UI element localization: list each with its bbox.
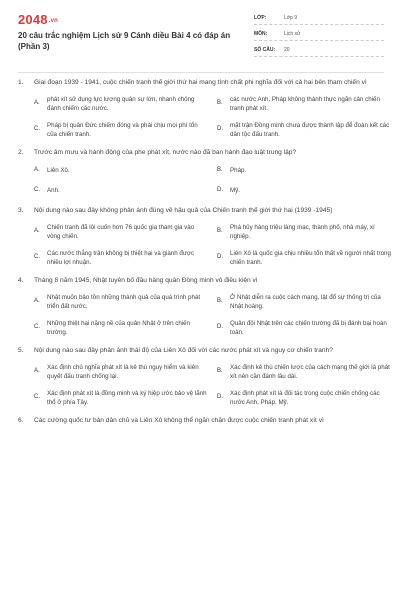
option-letter: A. bbox=[34, 100, 40, 107]
answer-options bbox=[34, 292, 387, 338]
option-letter: C. bbox=[34, 187, 40, 194]
option-text: phát xít sử dụng lực lượng quân sự lớn, nhanh chóng đánh chiếm các nước. bbox=[47, 95, 195, 112]
answer-option[interactable] bbox=[217, 222, 392, 242]
answer-option[interactable] bbox=[217, 184, 392, 198]
answer-option[interactable] bbox=[34, 164, 209, 178]
answer-option[interactable] bbox=[217, 292, 392, 312]
option-letter: D. bbox=[217, 254, 223, 261]
option-letter: D. bbox=[217, 324, 223, 331]
answer-option[interactable] bbox=[34, 94, 209, 114]
option-text: các nước Anh, Pháp không thành thực ngăn cản chiến tranh phát xít. bbox=[230, 95, 380, 112]
question-text: Nội dung nào sau đây phản ánh thái độ của Liên Xô đối với các nước phát xít và nguy cơ chiến tranh? bbox=[34, 347, 333, 354]
question-list bbox=[18, 78, 391, 434]
question-number: 1. bbox=[18, 79, 24, 86]
question-text: Nội dung nào sau đây không phản ánh đúng về hậu quả của Chiến tranh thế giới thứ hai (1939 -1945) bbox=[34, 207, 333, 214]
option-text: Phá hủy hàng triệu làng mạc, thành phố, nhà máy, xí nghiệp. bbox=[230, 223, 375, 240]
question-item bbox=[18, 206, 391, 268]
meta-value: 20 bbox=[284, 47, 290, 53]
answer-option[interactable] bbox=[217, 120, 392, 140]
answer-option[interactable] bbox=[34, 222, 209, 242]
question-text: Tháng 8 năm 1945, Nhật tuyên bố đầu hàng quân Đồng minh vô điều kiện vì bbox=[34, 277, 258, 284]
option-text: Anh. bbox=[47, 187, 60, 195]
answer-option[interactable] bbox=[217, 362, 392, 382]
meta-row-subject bbox=[254, 28, 384, 41]
option-text: Nhật muốn bảo tồn những thành quả của quá trình phát triển đất nước. bbox=[47, 293, 201, 310]
option-text: Ở Nhật diễn ra cuộc cách mạng, lật đổ sự thống trị của Nhật hoàng. bbox=[230, 293, 381, 310]
question-stem bbox=[18, 276, 384, 286]
question-item bbox=[18, 78, 390, 140]
option-letter: B. bbox=[217, 298, 223, 305]
option-text: Pháp. bbox=[230, 167, 247, 175]
question-text: Các cường quốc tư bản dân chủ và Liên Xô không thể ngăn chặn được cuộc chiến tranh phát xít vì bbox=[34, 417, 324, 424]
option-letter: A. bbox=[34, 167, 40, 174]
option-letter: A. bbox=[34, 298, 40, 305]
question-item bbox=[18, 416, 384, 426]
option-letter: C. bbox=[34, 394, 40, 401]
meta-row-class bbox=[254, 12, 384, 25]
logo-main: 2048 bbox=[18, 12, 48, 27]
meta-label: SỐ CÂU: bbox=[254, 47, 276, 53]
option-letter: C. bbox=[34, 254, 40, 261]
option-text: Chiến tranh đã lôi cuốn hơn 76 quốc gia tham gia vào vòng chiến. bbox=[47, 223, 195, 240]
option-text: Pháp bị quân Đức chiếm đóng và phải chịu mọi phí tổn của chiến tranh. bbox=[47, 121, 198, 138]
question-item bbox=[18, 148, 384, 198]
question-number: 3. bbox=[18, 207, 24, 214]
meta-value: Lịch sử bbox=[284, 31, 301, 37]
question-item bbox=[18, 276, 387, 338]
answer-option[interactable] bbox=[34, 248, 209, 268]
question-number: 5. bbox=[18, 347, 24, 354]
option-text: mặt trận Đồng minh chưa được thành lập để đoàn kết các dân tộc đấu tranh. bbox=[230, 121, 390, 138]
option-letter: D. bbox=[217, 126, 223, 133]
answer-option[interactable] bbox=[34, 184, 209, 198]
answer-options bbox=[34, 362, 390, 408]
option-text: Liên Xô là quốc gia chịu nhiều tổn thất về người nhất trong chiến tranh. bbox=[230, 249, 391, 266]
answer-options bbox=[34, 164, 384, 198]
question-item bbox=[18, 346, 390, 408]
option-text: Xác định phát xít là đối tác trong cuộc chiến chống các nước Anh, Pháp, Mỹ. bbox=[230, 389, 380, 406]
meta-row-count bbox=[254, 44, 384, 57]
answer-option[interactable] bbox=[217, 388, 392, 408]
question-text: Trước âm mưu và hành động của phe phát xít, nước nào đã ban hành đạo luật trung lập? bbox=[34, 149, 297, 156]
option-letter: D. bbox=[217, 394, 223, 401]
option-text: Xác định kẻ thù chiến lược của cách mạng thế giới là phát xít nên cần đánh lâu dài. bbox=[230, 363, 390, 380]
question-stem bbox=[18, 416, 384, 426]
question-stem bbox=[18, 346, 384, 356]
answer-options bbox=[34, 222, 391, 268]
answer-options bbox=[34, 94, 390, 140]
option-text: Xác định phát xít là đồng minh và ký hiệp ước bảo vệ lãnh thổ ở phía Tây. bbox=[47, 389, 207, 406]
question-stem bbox=[18, 148, 384, 158]
option-letter: A. bbox=[34, 368, 40, 375]
question-number: 4. bbox=[18, 277, 24, 284]
option-letter: D. bbox=[217, 187, 223, 194]
option-text: Mỹ. bbox=[230, 187, 240, 195]
option-letter: B. bbox=[217, 368, 223, 375]
answer-option[interactable] bbox=[34, 388, 209, 408]
question-stem bbox=[18, 78, 384, 88]
option-text: Quân đội Nhật trên các chiến trường đã bị đánh bại hoàn toàn. bbox=[230, 319, 387, 336]
answer-option[interactable] bbox=[217, 318, 392, 338]
question-number: 6. bbox=[18, 417, 24, 424]
option-letter: A. bbox=[34, 228, 40, 235]
option-text: Những thiệt hại nặng nề của quân Nhật ở trên chiến trường. bbox=[47, 319, 191, 336]
answer-option[interactable] bbox=[34, 120, 209, 140]
answer-option[interactable] bbox=[217, 248, 392, 268]
option-text: Xác định chủ nghĩa phát xít là kẻ thù nguy hiểm và kiên quyết đấu tranh chống lại. bbox=[47, 363, 199, 380]
answer-option[interactable] bbox=[34, 292, 209, 312]
meta-value: Lớp 9 bbox=[284, 15, 298, 21]
site-logo[interactable] bbox=[18, 12, 58, 27]
answer-option[interactable] bbox=[217, 94, 392, 114]
option-letter: B. bbox=[217, 167, 223, 174]
question-text: Giai đoạn 1939 - 1941, cuộc chiến tranh thế giới thứ hai mang tính chất phi nghĩa đối với cả hai bên tham chiến vì bbox=[34, 79, 367, 86]
option-text: Các nước thắng trận không bị thiệt hại và giành được nhiều lợi nhuận. bbox=[47, 249, 195, 266]
meta-label: MÔN: bbox=[254, 31, 268, 37]
question-stem bbox=[18, 206, 384, 216]
option-letter: B. bbox=[217, 228, 223, 235]
page-title: 20 câu trắc nghiệm Lịch sử 9 Cánh diều Bài 4 có đáp án (Phần 3) bbox=[18, 31, 231, 51]
logo-suffix: .vn bbox=[48, 17, 59, 24]
header-divider bbox=[18, 72, 384, 73]
option-letter: C. bbox=[34, 126, 40, 133]
meta-label: LỚP: bbox=[254, 15, 267, 21]
answer-option[interactable] bbox=[34, 318, 209, 338]
question-number: 2. bbox=[18, 149, 24, 156]
option-letter: B. bbox=[217, 100, 223, 107]
option-letter: C. bbox=[34, 324, 40, 331]
option-text: Liên Xô. bbox=[47, 167, 70, 175]
answer-option[interactable] bbox=[217, 164, 392, 178]
answer-option[interactable] bbox=[34, 362, 209, 382]
quiz-meta bbox=[254, 12, 384, 60]
